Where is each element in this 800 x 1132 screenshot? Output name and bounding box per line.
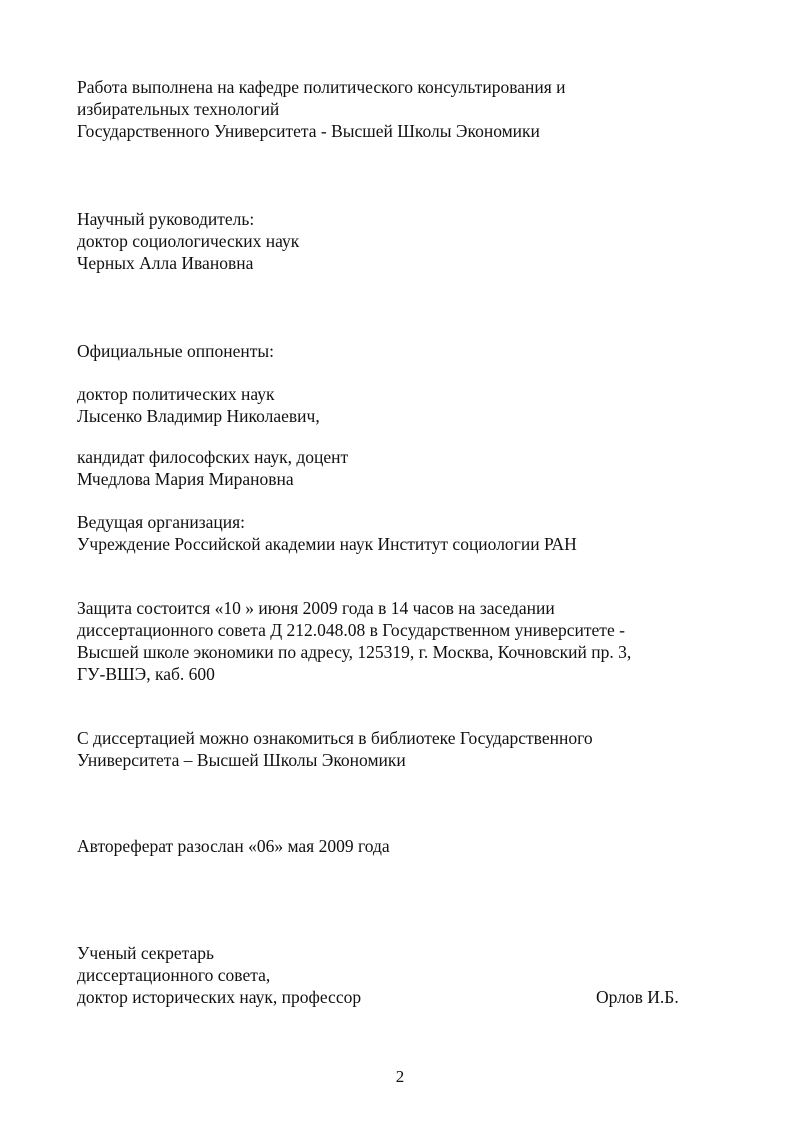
library-line-2: Университета – Высшей Школы Экономики	[77, 750, 406, 770]
opponent-1-name: Лысенко Владимир Николаевич,	[77, 406, 320, 426]
leading-org-name: Учреждение Российской академии наук Институт социологии РАН	[77, 534, 577, 554]
supervisor-heading: Научный руководитель:	[77, 209, 255, 229]
defense-line-4: ГУ-ВШЭ, каб. 600	[77, 664, 215, 684]
leading-org-block	[77, 511, 727, 555]
secretary-degree: доктор исторических наук, профессор	[77, 987, 362, 1007]
opponent-1-degree: доктор политических наук	[77, 384, 275, 404]
library-line-1: С диссертацией можно ознакомиться в библиотеке Государственного	[77, 728, 593, 748]
department-block	[77, 76, 727, 142]
defense-line-1: Защита состоится «10 » июня 2009 года в 14 часов на заседании	[77, 598, 555, 618]
mailing-block	[77, 835, 727, 857]
department-line-3: Государственного Университета - Высшей Школы Экономики	[77, 121, 540, 141]
opponent-2-block	[77, 446, 727, 490]
opponents-heading: Официальные оппоненты:	[77, 341, 274, 361]
secretary-title: Ученый секретарь	[77, 943, 214, 963]
defense-block	[77, 597, 727, 685]
page-number: 2	[395, 1067, 405, 1086]
supervisor-block	[77, 208, 727, 274]
opponents-heading-block	[77, 340, 727, 362]
library-block	[77, 727, 727, 771]
supervisor-degree: доктор социологических наук	[77, 231, 300, 251]
department-line-2: избирательных технологий	[77, 99, 280, 119]
secretary-council: диссертационного совета,	[77, 965, 271, 985]
department-line-1: Работа выполнена на кафедре политического консультирования и	[77, 77, 566, 97]
defense-line-2: диссертационного совета Д 212.048.08 в Государственном университете -	[77, 620, 625, 640]
secretary-name: Орлов И.Б.	[596, 987, 679, 1007]
opponent-2-degree: кандидат философских наук, доцент	[77, 447, 349, 467]
opponent-1-block	[77, 383, 727, 427]
defense-line-3: Высшей школе экономики по адресу, 125319, г. Москва, Кочновский пр. 3,	[77, 642, 632, 662]
opponent-2-name: Мчедлова Мария Мирановна	[77, 469, 294, 489]
supervisor-name: Черных Алла Ивановна	[77, 253, 254, 273]
mailing-date: Автореферат разослан «06» мая 2009 года	[77, 836, 390, 856]
leading-org-heading: Ведущая организация:	[77, 512, 246, 532]
